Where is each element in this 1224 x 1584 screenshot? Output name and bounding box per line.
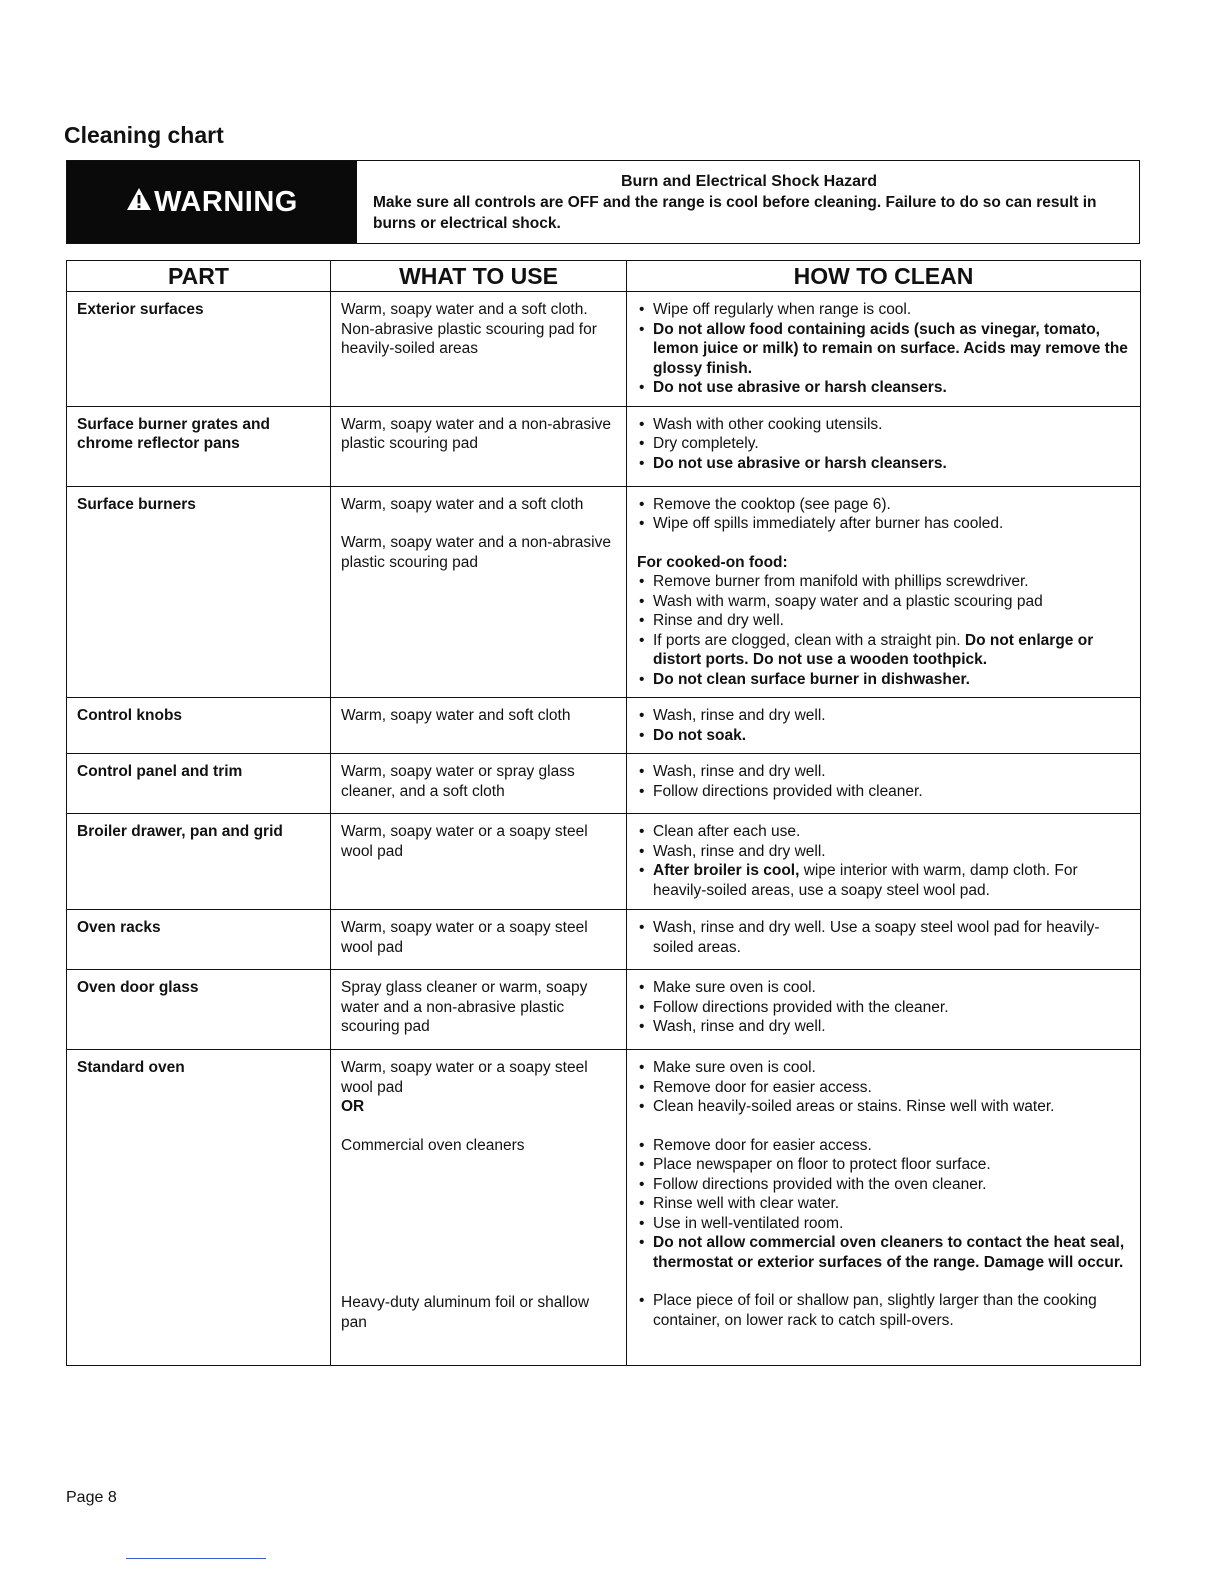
what-to-use-cell [331, 292, 627, 407]
instruction-item [637, 842, 1130, 862]
instruction-item [637, 998, 1130, 1018]
what-to-use-text [341, 706, 616, 726]
instruction-text: Remove door for easier access. [653, 1136, 872, 1154]
what-to-use-text [341, 918, 616, 957]
instruction-text: Dry completely. [653, 435, 759, 452]
warning-heading: Burn and Electrical Shock Hazard [620, 173, 878, 190]
instruction-item [637, 918, 1130, 957]
instruction-list [637, 762, 1130, 801]
instruction-text: If ports are clogged, clean with a straight pin. [653, 631, 961, 649]
what-to-use-line: Heavy-duty aluminum foil or shallow pan [341, 1294, 590, 1331]
instruction-item [637, 611, 1130, 631]
instruction-text: Wash, rinse and dry well. Use a soapy steel wool pad for heavily-soiled areas. [653, 919, 1100, 956]
instruction-list [637, 1058, 1130, 1117]
instruction-text: Wash, rinse and dry well. [653, 1018, 826, 1035]
instruction-item [637, 726, 1130, 746]
instruction-text: Make sure oven is cool. [653, 979, 816, 996]
instruction-item [637, 592, 1130, 612]
what-to-use-text [341, 1136, 616, 1156]
instruction-item [637, 978, 1130, 998]
what-to-use-cell [331, 698, 627, 754]
how-to-clean-cell [627, 814, 1141, 910]
table-row [67, 292, 1141, 407]
instruction-item [637, 415, 1130, 435]
page-number: Page 8 [66, 1489, 117, 1506]
part-cell: Surface burner grates and chrome reflector pans [67, 406, 331, 486]
instruction-text: Do not use abrasive or harsh cleansers. [653, 454, 947, 472]
instruction-text: Wash with warm, soapy water and a plastic scouring pad [653, 592, 1043, 610]
how-to-clean-cell [627, 910, 1141, 970]
instruction-text: Do not use abrasive or harsh cleansers. [653, 379, 947, 396]
instruction-text: wipe interior with warm, damp cloth. For heavily-soiled areas, use a soapy steel wool pad. [653, 862, 1078, 899]
what-to-use-text [341, 762, 616, 801]
instruction-text: Remove the cooktop (see page 6). [653, 495, 891, 513]
what-to-use-text [341, 978, 616, 1037]
instruction-item [637, 1078, 1130, 1098]
part-cell: Control knobs [67, 698, 331, 754]
instruction-text: Clean heavily-soiled areas or stains. Rinse well with water. [653, 1098, 1055, 1115]
cleaning-table [66, 260, 1141, 1366]
how-to-clean-cell [627, 292, 1141, 407]
instruction-text: Remove burner from manifold with phillips screwdriver. [653, 573, 1029, 590]
what-to-use-text [341, 1293, 616, 1332]
instruction-text: Remove door for easier access. [653, 1078, 872, 1096]
what-to-use-line: Warm, soapy water or a soapy steel wool pad [341, 919, 588, 956]
instruction-warning: Do not enlarge or distort ports. Do not use a wooden toothpick. [653, 631, 1094, 668]
instruction-item [637, 1155, 1130, 1175]
what-to-use-cell [331, 910, 627, 970]
what-to-use-text [341, 822, 616, 861]
instruction-text: Make sure oven is cool. [653, 1059, 816, 1076]
how-to-clean-subheading: For cooked-on food: [637, 553, 788, 571]
how-to-clean-cell [627, 406, 1141, 486]
footer-rule [126, 1558, 266, 1559]
instruction-item [637, 1233, 1130, 1272]
instruction-item [637, 320, 1130, 379]
part-cell: Oven door glass [67, 970, 331, 1050]
instruction-item [637, 454, 1130, 474]
what-to-use-cell [331, 406, 627, 486]
warning-message [357, 161, 1139, 243]
table-row [67, 698, 1141, 754]
table-row [67, 1050, 1141, 1366]
what-to-use-text [341, 300, 616, 359]
instruction-list [637, 1136, 1130, 1273]
instruction-text: Use in well-ventilated room. [653, 1214, 844, 1232]
warning-box [66, 160, 1140, 244]
table-row [67, 486, 1141, 698]
table-body [67, 292, 1141, 1366]
instruction-text: Clean after each use. [653, 823, 801, 840]
instruction-text: Rinse and dry well. [653, 612, 784, 629]
instruction-list [637, 706, 1130, 745]
what-to-use-cell [331, 754, 627, 814]
instruction-text: Wash, rinse and dry well. [653, 842, 826, 860]
how-to-clean-cell [627, 698, 1141, 754]
instruction-item [637, 762, 1130, 782]
how-to-clean-cell [627, 1050, 1141, 1366]
instruction-text: Do not clean surface burner in dishwasher. [653, 670, 970, 688]
instruction-item [637, 861, 1130, 900]
instruction-item [637, 572, 1130, 592]
table-row [67, 754, 1141, 814]
what-to-use-cell [331, 1050, 627, 1366]
or-separator: OR [341, 1098, 365, 1115]
instruction-list [637, 300, 1130, 398]
what-to-use-line: Commercial oven cleaners [341, 1136, 525, 1154]
instruction-item [637, 1136, 1130, 1156]
instruction-item [637, 1097, 1130, 1117]
what-to-use-line: Warm, soapy water and a non-abrasive plastic scouring pad [341, 534, 611, 571]
how-to-clean-cell [627, 970, 1141, 1050]
instruction-text: Follow directions provided with cleaner. [653, 782, 923, 800]
table-row [67, 406, 1141, 486]
instruction-item [637, 378, 1130, 398]
header-what-to-use: WHAT TO USE [331, 261, 627, 292]
what-to-use-line: Warm, soapy water and soft cloth [341, 707, 571, 724]
what-to-use-line: Warm, soapy water and a soft cloth [341, 495, 584, 513]
instruction-item [637, 1214, 1130, 1234]
instruction-list [637, 822, 1130, 900]
instruction-text: Do not soak. [653, 726, 747, 744]
instruction-item [637, 1291, 1130, 1330]
part-cell: Broiler drawer, pan and grid [67, 814, 331, 910]
instruction-list [637, 415, 1130, 474]
warning-label-text: WARNING [154, 185, 298, 218]
how-to-clean-cell [627, 486, 1141, 698]
instruction-item [637, 514, 1130, 534]
instruction-text: Wipe off regularly when range is cool. [653, 301, 912, 318]
instruction-item [637, 1058, 1130, 1078]
instruction-item [637, 1175, 1130, 1195]
instruction-text: Wash, rinse and dry well. [653, 763, 826, 780]
what-to-use-line: Spray glass cleaner or warm, soapy water and a non-abrasive plastic scouring pad [341, 979, 588, 1035]
instruction-text: Follow directions provided with the cleaner. [653, 998, 949, 1016]
page-title: Cleaning chart [64, 122, 224, 148]
table-row [67, 970, 1141, 1050]
warning-label [67, 161, 357, 243]
what-to-use-text [341, 1058, 616, 1117]
part-cell: Standard oven [67, 1050, 331, 1366]
what-to-use-cell [331, 970, 627, 1050]
instruction-item [637, 631, 1130, 670]
part-cell: Control panel and trim [67, 754, 331, 814]
instruction-item [637, 822, 1130, 842]
header-how-to-clean: HOW TO CLEAN [627, 261, 1141, 292]
header-part: PART [67, 261, 331, 292]
what-to-use-cell [331, 814, 627, 910]
part-cell: Surface burners [67, 486, 331, 698]
instruction-item [637, 782, 1130, 802]
what-to-use-text [341, 495, 616, 515]
instruction-text: Follow directions provided with the oven cleaner. [653, 1175, 987, 1193]
instruction-text: Rinse well with clear water. [653, 1195, 840, 1212]
instruction-item [637, 1194, 1130, 1214]
instruction-list [637, 572, 1130, 689]
table-row [67, 814, 1141, 910]
what-to-use-line: Warm, soapy water and a non-abrasive plastic scouring pad [341, 415, 611, 452]
what-to-use-line: Warm, soapy water or spray glass cleaner, and a soft cloth [341, 763, 575, 800]
instruction-text: Place newspaper on floor to protect floor surface. [653, 1156, 991, 1173]
instruction-list [637, 918, 1130, 957]
instruction-text: Place piece of foil or shallow pan, slightly larger than the cooking container, on lower rack to catch spill-overs. [653, 1292, 1097, 1329]
instruction-item [637, 706, 1130, 726]
part-cell: Oven racks [67, 910, 331, 970]
what-to-use-line: Warm, soapy water or a soapy steel wool pad [341, 823, 588, 860]
warning-triangle-icon [126, 186, 152, 219]
instruction-item [637, 495, 1130, 515]
instruction-item [637, 434, 1130, 454]
instruction-item [637, 1017, 1130, 1037]
part-cell: Exterior surfaces [67, 292, 331, 407]
instruction-list [637, 1291, 1130, 1330]
instruction-text: Do not allow food containing acids (such as vinegar, tomato, lemon juice or milk) to remain on surface. Acids may remove the glossy finish. [653, 320, 1128, 377]
how-to-clean-cell [627, 754, 1141, 814]
instruction-text: Wash with other cooking utensils. [653, 415, 883, 433]
what-to-use-line: Warm, soapy water and a soft cloth. Non-abrasive plastic scouring pad for heavily-soiled areas [341, 301, 597, 357]
what-to-use-line: Warm, soapy water or a soapy steel wool pad [341, 1059, 588, 1096]
warning-text: Make sure all controls are OFF and the range is cool before cleaning. Failure to do so can result in burns or electrical shock. [373, 194, 1097, 232]
instruction-text: Do not allow commercial oven cleaners to contact the heat seal, thermostat or exterior surfaces of the range. Damage will occur. [653, 1234, 1125, 1271]
instruction-list [637, 495, 1130, 534]
instruction-item [637, 670, 1130, 690]
table-header-row [67, 261, 1141, 292]
instruction-text: Wash, rinse and dry well. [653, 707, 826, 724]
table-row [67, 910, 1141, 970]
what-to-use-text [341, 533, 616, 572]
instruction-lead: After broiler is cool, [653, 862, 800, 879]
instruction-list [637, 978, 1130, 1037]
what-to-use-cell [331, 486, 627, 698]
what-to-use-text [341, 415, 616, 454]
instruction-text: Wipe off spills immediately after burner has cooled. [653, 515, 1004, 532]
instruction-item [637, 300, 1130, 320]
